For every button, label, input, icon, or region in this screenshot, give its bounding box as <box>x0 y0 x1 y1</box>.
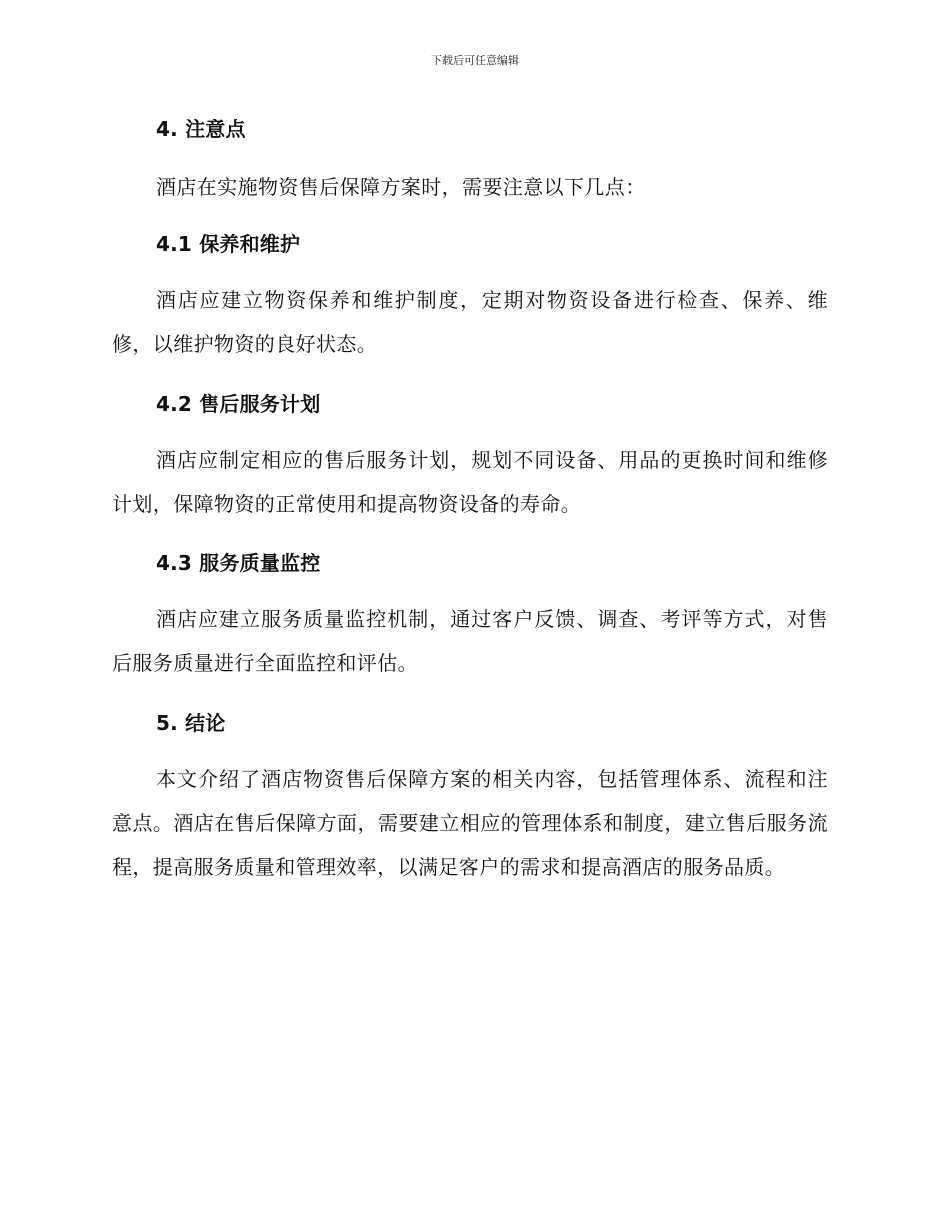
section-4-3-body: 酒店应建立服务质量监控机制，通过客户反馈、调查、考评等方式，对售后服务质量进行全面监控和评估。 <box>112 607 828 675</box>
section-4-1-body: 酒店应建立物资保养和维护制度，定期对物资设备进行检查、保养、维修，以维护物资的良好状态。 <box>112 288 828 356</box>
page-header: 下载后可任意编辑 <box>431 54 519 67</box>
section-heading-4-1: 4.1 保养和维护 <box>156 232 301 256</box>
section-4-2-body: 酒店应制定相应的售后服务计划，规划不同设备、用品的更换时间和维修计划，保障物资的正常使用和提高物资设备的寿命。 <box>112 448 828 516</box>
section-4-intro: 酒店在实施物资售后保障方案时，需要注意以下几点： <box>156 175 646 199</box>
section-heading-5: 5. 结论 <box>156 711 226 735</box>
section-5-body: 本文介绍了酒店物资售后保障方案的相关内容，包括管理体系、流程和注意点。酒店在售后保障方面，需要建立相应的管理体系和制度，建立售后服务流程，提高服务质量和管理效率，以满足客户的需求和提高酒店的服务品质。 <box>112 767 828 879</box>
section-heading-4-2: 4.2 售后服务计划 <box>156 392 321 416</box>
section-heading-4: 4. 注意点 <box>156 117 246 141</box>
section-heading-4-3: 4.3 服务质量监控 <box>156 551 321 575</box>
